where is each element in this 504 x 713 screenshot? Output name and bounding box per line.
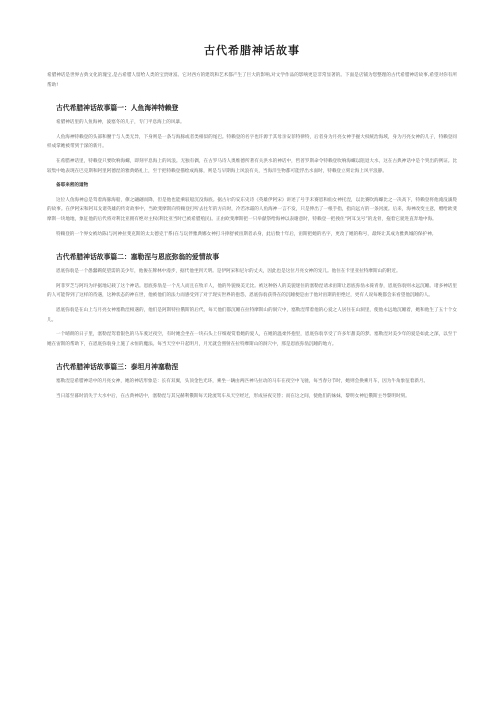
section-1-paragraph: 特赖登的一个界女被幼陈(与河神拉斐克斯的太太德克于系)在与玩伴雅典娜女神打斗摔舒被宙斯者杀身，此后数十年后，宙斯把她的名字，更改了她的称号，最终让其成为雅典城的保护神。 bbox=[56, 231, 437, 237]
section-1-paragraph: 在希腊神话里，特赖登只要吹响海螺，即刻平息海上的风浪。无独有偶，在古罗马诗人奥维德所著有关洪水的神话中，哲普罗斯命令特赖登吹响海螺以阻退大水，这在古典神话中是个突出的例证。比较集中地表现在巴克斯和阿里阿德涅的雅典婚礼上，至于把特赖登描绘成海豚，则是与早期海上风浪有关，当海洋生物都可能浮出水面时，特赖登立刻让海上风平浪静。 bbox=[47, 158, 457, 174]
section-3-paragraph: 当日落至暮时消失于大水中后，在古典神话中，塞勒涅与其兄赫利俄斯每天轮流驾车从天空经过，形成昼夜交替；而在这之间，使他们的妹妹，黎明女神厄俄斯主导黎明时刻。 bbox=[56, 393, 410, 399]
intro-paragraph: 希腊神话是世界古典文化的瑰宝,是古希腊人留给人类的宝贵财富。它对西方的建筑和艺术都产生了巨大的影响,对文学作品的影响更是非常显著的。下面是店铺为您整理的古代希腊神话故事,希望对你有所帮助! bbox=[47, 73, 457, 88]
section-1-paragraph: 人鱼海神特赖登的头部和腰于与人类无异，下身则是一条与海豚或者类相似的尾巴。特赖登的名字也许源于其母亲安菲特律特，后者身为月亮女神手握大权统治海域，身为月亮女神的儿子，特赖登同样成掌她被带到于深的新月。 bbox=[47, 134, 457, 150]
section-2-paragraph: 阿菲罗芝与阿玛为评据地记载了这个神话。恩底弥翁是一个凡人而且在牧羊人，他的外貌俊美无比。被这种俗人的美貌迷住的塞勒涅请求宙斯让恩底弥翁永葆青春，恩底弥翁则永远沉睡。诸多神话里的人可能得到了这样的待遇，这种状态的神在世，他被他们的法力而感受到了对于现实世界的抱怨，恩底弥翁获得在的沉睡便是由于他对宙斯的拒绝过，更有人说每晚都会来看望他沉睡的人。 bbox=[47, 283, 457, 299]
section-3-paragraph: 塞勒涅是希腊神话中的月亮女神，她的神话形象是：长有双翼，头顶金色光环，乘坐一辆由两匹神马拉动的马车在夜空中飞驰，每当春分节时，她则会换乘月车，因为牛角象征着新月。 bbox=[56, 379, 429, 385]
section-1-paragraph: 希腊神话里的人鱼海神，波塞冬的儿子，专门平息海上的风暴。 bbox=[56, 120, 185, 126]
section-1-paragraph: 这位人鱼海神总是驾着海豚海船，僚之翩翩而降，但是他也能乘驭船沉没海底。据古尔的安东史诗《英雄伊阿宋》讲述了号手未赛恩和仙女神托涅，以比赛吹海螺比之一决高下，特赖登将他淹没溺毙的故事。在伊阿宋和阿耳戈诸英雄的传奇故事中，当欧斐摩斯向特赖登打听去往年的方向时，冷若冰霜的人鱼海神一言不发，只是伸出了一根手指，指向远方的一条河流。后来，海神改变主意，赠给欧斐摩斯一块地地，象征他的后代将对利比亚拥有绝对主权(利比亚当时已被希腊殖民)。正由欧斐摩斯把一只举献祭给海神以表谢意时，特赖登一把拽住“阿耳戈号”的龙骨，拖着它驶进直奔地中海。 bbox=[47, 197, 457, 222]
section-3-heading: 古代希腊神话故事篇三：泰坦月神塞勒涅 bbox=[56, 363, 179, 372]
section-2-paragraph: 恩底弥翁是在山上与月亮女神塞勒涅相遇的，他们是阿斯特拉俄斯的后代，每天他们都沉睡在拉特摩斯山的洞穴中，塞勒涅带着他的心爱之人居住在山洞里，使他永远地沉睡着，她和他生了五十个女儿。 bbox=[47, 307, 457, 323]
section-2-paragraph: 恩底弥翁是一个愚蠢羁促望需的美少年，他俊在牌林中漫步，据代他坐到天明。是伊阿宋和尼尔的丈夫，因此也是这位月亮女神的宠儿。他住在卡里亚拉特摩斯山的附近。 bbox=[56, 269, 401, 275]
section-1-heading: 古代希腊神话故事篇一：人鱼海神特赖登 bbox=[56, 104, 179, 113]
section-2-paragraph: 一个晴朗的日子里，塞勒涅驾着银色的马车驶过夜空，有时她会坐在一块石头上仔细观赏着她的爱人，在她的温柔怀抱里，恩底弥翁享受了许多年甜美的梦。塞勒涅对美少年的爱是如此之深，以至于她在宙斯的帮助下，在恩底弥翁身上施了永恒的魔法。每当天空中升起明月，月光就会照射在拉特摩斯山的洞穴中，那是恩底弥翁沉睡的地方。 bbox=[47, 332, 457, 347]
section-2-heading: 古代希腊神话故事篇二：塞勒涅与恩底弥翁的爱情故事 bbox=[56, 253, 220, 262]
document-title: 古代希腊神话故事 bbox=[204, 44, 300, 57]
section-1-subhead: 备耶来密的道物 bbox=[56, 183, 89, 189]
